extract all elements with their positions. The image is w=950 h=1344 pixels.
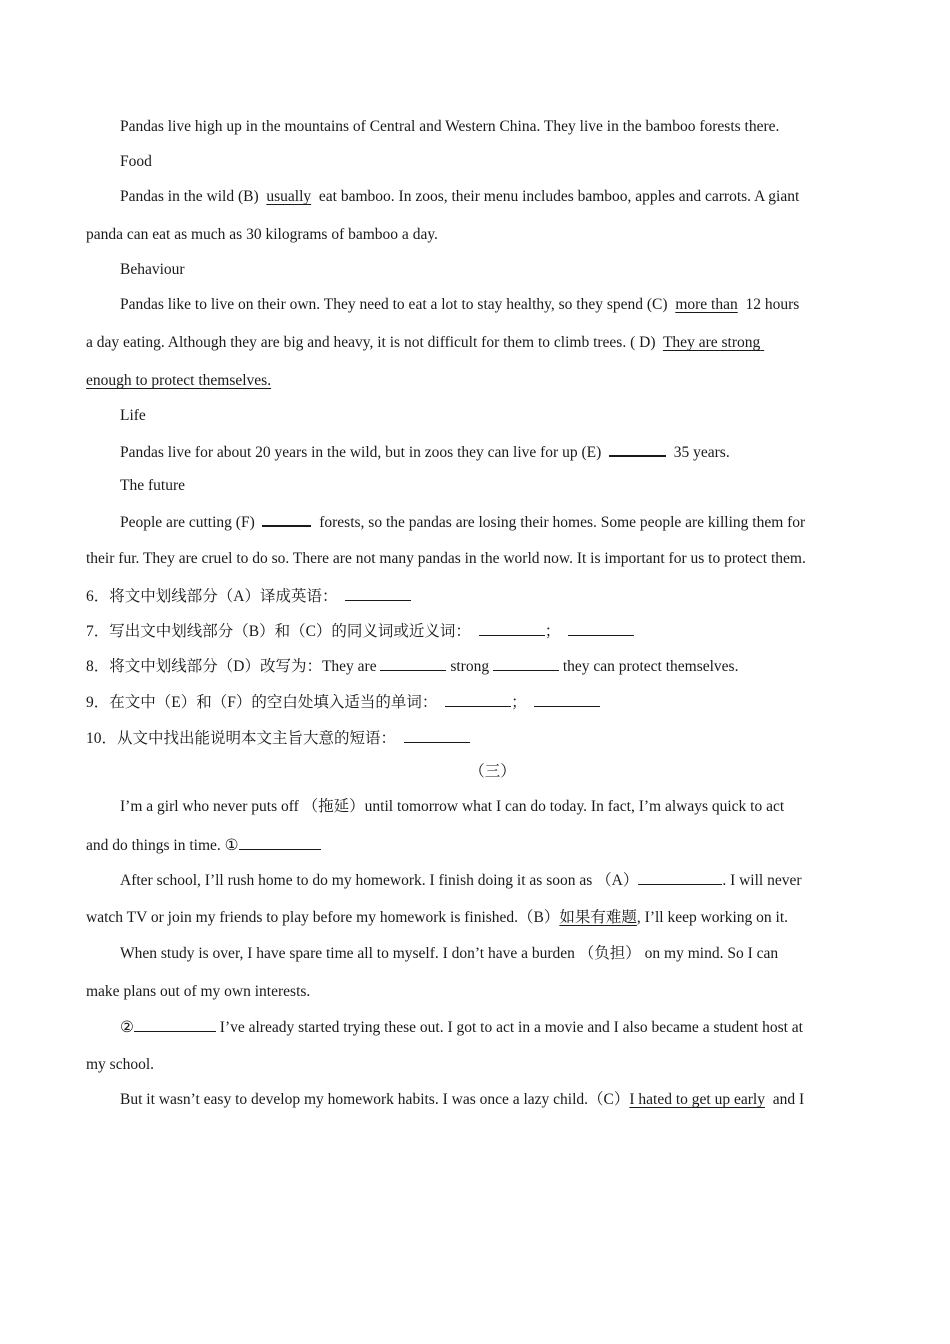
paragraph-future-line1: People are cutting (F) forests, so the pandas are losing their homes. Some people are killing them for [120, 511, 805, 533]
p3-paragraph1-line1: I’m a girl who never puts off （拖延）until tomorrow what I can do today. In fact, I’m always quick to act [120, 798, 785, 815]
question-8: 8．将文中划线部分（D）改写为：They are strong they can protect themselves. [86, 658, 739, 675]
blank-f[interactable] [262, 511, 311, 527]
p3-paragraph3-line1: When study is over, I have spare time all to myself. I don’t have a burden （负担） on my mind. So I can [120, 945, 779, 962]
answer-blank-9f[interactable] [534, 692, 600, 707]
answer-blank-7b[interactable] [479, 621, 545, 636]
underline-b: usually [266, 188, 312, 205]
paragraph-behaviour-line2: a day eating. Although they are big and heavy, it is not difficult for them to climb trees. ( D) They are strong [86, 334, 761, 351]
blank-1[interactable] [239, 835, 321, 850]
blank-2[interactable] [134, 1017, 216, 1032]
blank-e[interactable] [609, 441, 666, 457]
answer-blank-6[interactable] [345, 586, 411, 601]
heading-behaviour: Behaviour [120, 261, 185, 278]
paragraph-behaviour-line1: Pandas like to live on their own. They need to eat a lot to stay healthy, so they spend (C) more than 12 hours [120, 296, 800, 313]
blank-a[interactable] [638, 870, 722, 885]
answer-blank-8a[interactable] [380, 656, 446, 671]
underline-d-part2: enough to protect themselves. [86, 372, 272, 389]
heading-food: Food [120, 153, 152, 170]
answer-blank-9e[interactable] [445, 692, 511, 707]
p3-paragraph2-line1: After school, I’ll rush home to do my homework. I finish doing it as soon as （A） . I will never [120, 872, 802, 889]
question-10: 10．从文中找出能说明本文主旨大意的短语： [86, 728, 470, 749]
question-7: 7．写出文中划线部分（B）和（C）的同义词或近义词： ； [86, 621, 634, 642]
p3-paragraph3-line2: make plans out of my own interests. [86, 983, 311, 1000]
p3-paragraph1-line2: and do things in time. ① [86, 835, 321, 856]
answer-blank-7c[interactable] [568, 621, 634, 636]
paragraph-food-line2: panda can eat as much as 30 kilograms of bamboo a day. [86, 226, 438, 243]
underline-d-part1: They are strong [662, 334, 761, 351]
p3-paragraph4-line1: ② I’ve already started trying these out. I got to act in a movie and I also became a student host at [120, 1019, 803, 1036]
question-9: 9．在文中（E）和（F）的空白处填入适当的单词： ； [86, 692, 600, 713]
underline-c: more than [675, 296, 738, 313]
underline-b-chinese: 如果有难题 [559, 909, 637, 926]
heading-life: Life [120, 407, 146, 424]
p3-paragraph2-line2: watch TV or join my friends to play before my homework is finished.（B）如果有难题, I’ll keep working on it. [86, 909, 789, 926]
paragraph-food-line1: Pandas in the wild (B) usually eat bamboo. In zoos, their menu includes bamboo, apples and carrots. A giant [120, 188, 800, 205]
section-title: （三） [469, 763, 516, 780]
question-6: 6．将文中划线部分（A）译成英语： [86, 586, 411, 607]
p3-paragraph5-line1: But it wasn’t easy to develop my homework habits. I was once a lazy child.（C）I hated to get up early and I [120, 1091, 805, 1108]
heading-future: The future [120, 477, 185, 494]
paragraph-life: Pandas live for about 20 years in the wild, but in zoos they can live for up (E) 35 years. [120, 441, 730, 463]
paragraph-habitat: Pandas live high up in the mountains of Central and Western China. They live in the bamboo forests there. [120, 118, 780, 135]
paragraph-behaviour-line3 [86, 371, 271, 391]
paragraph-future-line2: their fur. They are cruel to do so. There are not many pandas in the world now. It is important for us to protect them. [86, 550, 806, 567]
underline-c-english: I hated to get up early [629, 1091, 765, 1108]
answer-blank-8b[interactable] [493, 656, 559, 671]
p3-paragraph4-line2: my school. [86, 1056, 155, 1073]
answer-blank-10[interactable] [404, 728, 470, 743]
